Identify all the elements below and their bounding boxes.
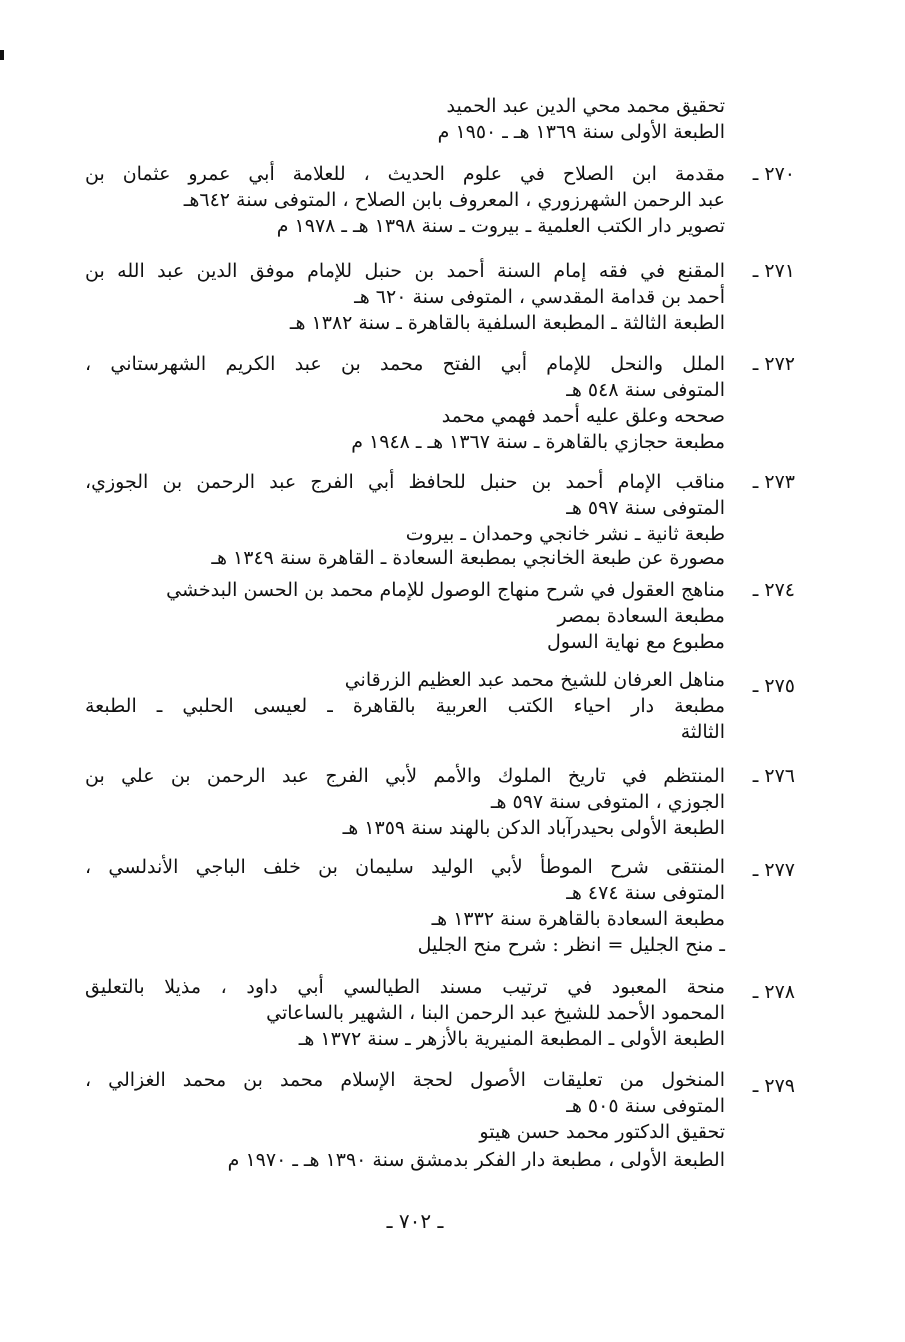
entry-line: تحقيق الدكتور محمد حسن هيتو <box>479 1121 725 1143</box>
entry-line: الطبعة الأولى ، مطبعة دار الفكر بدمشق سنة ١٣٩٠ هـ ـ ١٩٧٠ م <box>227 1149 725 1171</box>
entry-number: ٢٧٤ ـ <box>752 579 795 601</box>
entry-line: ـ منح الجليل = انظر : شرح منح الجليل <box>417 934 725 956</box>
entry-line: مناهل العرفان للشيخ محمد عبد العظيم الزرقاني <box>344 669 725 691</box>
entry-line: مقدمة ابن الصلاح في علوم الحديث ، للعلامة أبي عمرو عثمان بن <box>85 163 725 185</box>
intro-line: تحقيق محمد محي الدين عبد الحميد <box>446 95 725 117</box>
entry-line: مطبعة السعادة بمصر <box>557 605 725 627</box>
entry-line: الجوزي ، المتوفى سنة ٥٩٧ هـ <box>490 791 725 813</box>
entry-line: المحمود الأحمد للشيخ عبد الرحمن البنا ، الشهير بالساعاتي <box>266 1002 725 1024</box>
entry-number: ٢٧١ ـ <box>752 260 795 282</box>
entry-line: صححه وعلق عليه أحمد فهمي محمد <box>441 405 725 427</box>
entry-line: أحمد بن قدامة المقدسي ، المتوفى سنة ٦٢٠ هـ <box>354 286 725 308</box>
intro-line: الطبعة الأولى سنة ١٣٦٩ هـ ـ ١٩٥٠ م <box>437 121 725 143</box>
entry-line: مطبعة دار احياء الكتب العربية بالقاهرة ـ لعيسى الحلبي ـ الطبعة <box>85 695 725 717</box>
entry-line: الملل والنحل للإمام أبي الفتح محمد بن عبد الكريم الشهرستاني ، <box>85 353 725 375</box>
entry-line: مطبوع مع نهاية السول <box>546 631 725 653</box>
entry-number: ٢٧٢ ـ <box>752 353 795 375</box>
entry-number: ٢٧٦ ـ <box>752 765 795 787</box>
page-number: ـ ٧٠٢ ـ <box>386 1209 444 1233</box>
entry-line: مطبعة حجازي بالقاهرة ـ سنة ١٣٦٧ هـ ـ ١٩٤٨ م <box>351 431 725 453</box>
scan-edge-mark <box>0 50 4 60</box>
entry-line: المتوفى سنة ٥٠٥ هـ <box>566 1095 725 1117</box>
entry-line: الطبعة الأولى ـ المطبعة المنيرية بالأزهر ـ سنة ١٣٧٢ هـ <box>298 1028 725 1050</box>
entry-line: مصورة عن طبعة الخانجي بمطبعة السعادة ـ القاهرة سنة ١٣٤٩ هـ <box>211 547 725 569</box>
entry-line: المقنع في فقه إمام السنة أحمد بن حنبل للإمام موفق الدين عبد الله بن <box>85 260 725 282</box>
entry-number: ٢٧٣ ـ <box>752 471 795 493</box>
entry-number: ٢٧٩ ـ <box>752 1075 795 1097</box>
entry-line: تصوير دار الكتب العلمية ـ بيروت ـ سنة ١٣٩٨ هـ ـ ١٩٧٨ م <box>276 215 725 237</box>
entry-line: المتوفى سنة ٥٩٧ هـ <box>566 497 725 519</box>
entry-line: المتوفى سنة ٤٧٤ هـ <box>566 882 725 904</box>
entry-line: المنتقى شرح الموطأ لأبي الوليد سليمان بن خلف الباجي الأندلسي ، <box>85 856 725 878</box>
entry-line: مناهج العقول في شرح منهاج الوصول للإمام محمد بن الحسن البدخشي <box>166 579 725 601</box>
entry-number: ٢٧٠ ـ <box>752 163 795 185</box>
entry-line: مناقب الإمام أحمد بن حنبل للحافظ أبي الفرج عبد الرحمن بن الجوزي، <box>85 471 725 493</box>
entry-number: ٢٧٥ ـ <box>752 675 795 697</box>
entry-number: ٢٧٧ ـ <box>752 859 795 881</box>
entry-line: عبد الرحمن الشهرزوري ، المعروف بابن الصلاح ، المتوفى سنة ٦٤٢هـ <box>183 189 725 211</box>
entry-line: مطبعة السعادة بالقاهرة سنة ١٣٣٢ هـ <box>431 908 725 930</box>
entry-line: الطبعة الأولى بحيدرآباد الدكن بالهند سنة ١٣٥٩ هـ <box>342 817 725 839</box>
entry-number: ٢٧٨ ـ <box>752 981 795 1003</box>
entry-line: طبعة ثانية ـ نشر خانجي وحمدان ـ بيروت <box>405 523 725 545</box>
entry-line: منحة المعبود في ترتيب مسند الطيالسي أبي داود ، مذيلا بالتعليق <box>85 976 725 998</box>
entry-line: المنتظم في تاريخ الملوك والأمم لأبي الفرج عبد الرحمن بن علي بن <box>85 765 725 787</box>
entry-line: المتوفى سنة ٥٤٨ هـ <box>566 379 725 401</box>
entry-line: الثالثة <box>680 721 725 743</box>
entry-line: المنخول من تعليقات الأصول لحجة الإسلام محمد بن محمد الغزالي ، <box>85 1069 725 1091</box>
entry-line: الطبعة الثالثة ـ المطبعة السلفية بالقاهرة ـ سنة ١٣٨٢ هـ <box>289 312 725 334</box>
